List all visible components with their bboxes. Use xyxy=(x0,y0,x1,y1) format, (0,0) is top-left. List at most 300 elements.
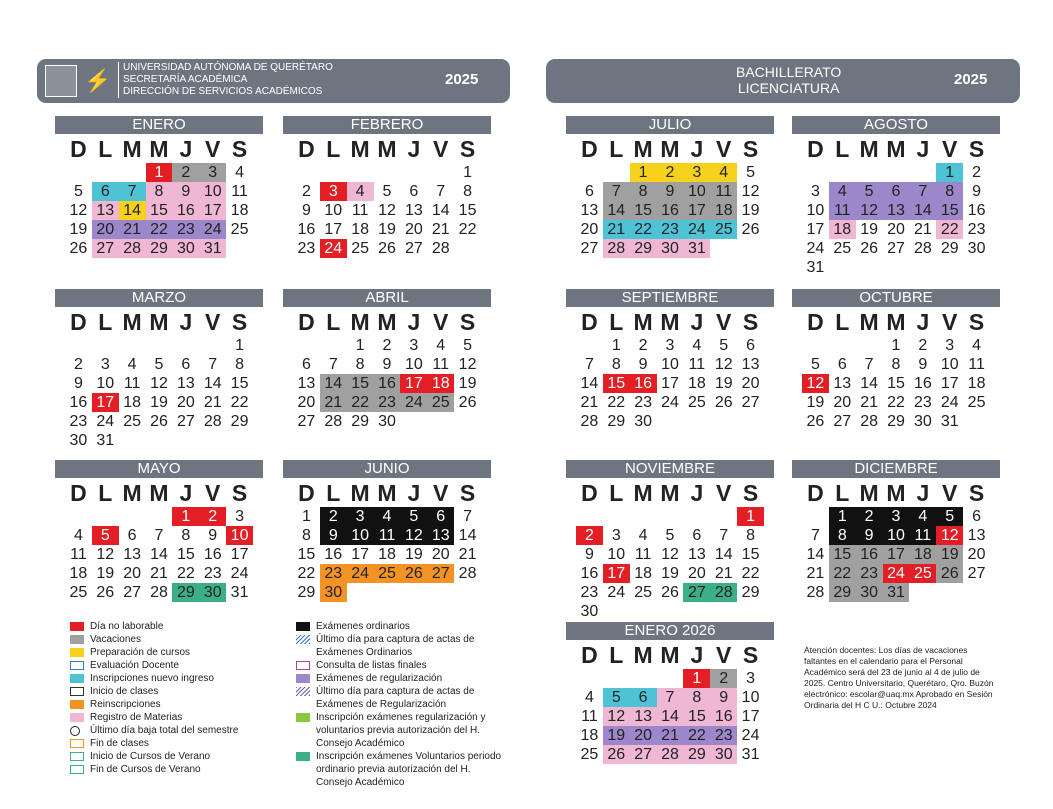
day-cell: 23 xyxy=(967,221,986,238)
day-cell: 18 xyxy=(69,565,88,582)
day-cell: 17 xyxy=(351,546,370,563)
weekday-header xyxy=(792,479,1000,507)
day-cell: 23 xyxy=(320,564,347,583)
day-cell: 13 xyxy=(833,375,852,392)
day-cell: 24 xyxy=(230,565,249,582)
day-cell: 1 xyxy=(630,163,657,182)
day-cell: 30 xyxy=(657,239,684,258)
empty-cell xyxy=(65,163,92,182)
weekday-header xyxy=(566,135,774,163)
day-cell: 18 xyxy=(351,221,370,238)
day-cell: 10 xyxy=(683,182,710,201)
day-grid xyxy=(283,336,491,431)
day-cell: 27 xyxy=(297,413,316,430)
day-cell: 6 xyxy=(92,182,119,201)
day-cell: 27 xyxy=(630,745,657,764)
day-cell: 9 xyxy=(856,526,883,545)
day-cell: 31 xyxy=(883,583,910,602)
day-cell: 7 xyxy=(584,356,594,373)
org-line: SECRETARÍA ACADÉMICA xyxy=(123,74,248,85)
day-cell: 22 xyxy=(458,221,477,238)
day-cell: 27 xyxy=(967,565,986,582)
day-cell: 8 xyxy=(355,356,365,373)
weekday-header xyxy=(566,641,774,669)
day-cell: 1 xyxy=(683,669,710,688)
day-cell: 6 xyxy=(181,356,191,373)
swatch-icon xyxy=(70,752,84,761)
day-cell: 2 xyxy=(301,183,311,200)
day-cell: 30 xyxy=(199,583,226,602)
day-cell: 16 xyxy=(856,545,883,564)
day-cell: 18 xyxy=(829,220,856,239)
weekday-label: L xyxy=(835,480,850,506)
legend-item: Inicio de clases xyxy=(70,685,280,698)
year-right: 2025 xyxy=(954,71,988,88)
day-cell: 25 xyxy=(687,394,706,411)
weekday-label: M xyxy=(122,136,142,162)
day-cell: 5 xyxy=(936,507,963,526)
day-cell: 2 xyxy=(657,163,684,182)
day-cell: 11 xyxy=(374,526,401,545)
month-11 xyxy=(792,460,1000,602)
day-cell: 26 xyxy=(860,240,879,257)
day-cell: 5 xyxy=(92,526,119,545)
day-cell: 6 xyxy=(692,527,702,544)
day-cell: 31 xyxy=(683,239,710,258)
day-cell: 3 xyxy=(945,337,955,354)
day-cell: 12 xyxy=(741,183,760,200)
swatch-icon xyxy=(296,713,310,722)
weekday-label: S xyxy=(742,642,759,668)
day-cell: 19 xyxy=(714,375,733,392)
weekday-label: L xyxy=(609,480,624,506)
weekday-label: J xyxy=(179,136,193,162)
day-cell: 17 xyxy=(661,375,679,392)
day-cell: 16 xyxy=(657,201,684,220)
day-cell: 4 xyxy=(347,182,374,201)
day-cell: 9 xyxy=(972,183,982,200)
day-cell: 1 xyxy=(463,164,473,181)
day-cell: 27 xyxy=(683,583,710,602)
day-cell: 21 xyxy=(657,726,684,745)
empty-cell xyxy=(657,669,684,688)
weekday-label: M xyxy=(633,136,653,162)
day-cell: 23 xyxy=(374,393,401,412)
day-cell: 28 xyxy=(860,413,879,430)
weekday-label: M xyxy=(660,642,680,668)
weekday-label: V xyxy=(205,309,221,335)
empty-cell xyxy=(909,163,936,182)
weekday-label: M xyxy=(377,309,397,335)
month-7 xyxy=(792,116,1000,277)
legend-item: Vacaciones xyxy=(70,633,280,646)
empty-cell xyxy=(92,336,119,355)
day-cell: 6 xyxy=(883,182,910,201)
legend-item: Día no laborable xyxy=(70,620,280,633)
day-cell: 4 xyxy=(584,689,594,706)
day-cell: 15 xyxy=(936,201,963,220)
empty-cell xyxy=(65,507,92,526)
day-cell: 29 xyxy=(172,583,199,602)
day-cell: 2 xyxy=(73,356,83,373)
day-cell: 2 xyxy=(199,507,226,526)
day-cell: 3 xyxy=(235,508,245,525)
day-cell: 30 xyxy=(913,413,932,430)
swatch-icon xyxy=(70,739,84,748)
day-cell: 1 xyxy=(737,507,764,526)
day-grid xyxy=(792,507,1000,602)
day-cell: 20 xyxy=(123,565,142,582)
day-cell: 13 xyxy=(404,202,423,219)
weekday-label: D xyxy=(807,480,824,506)
day-cell: 12 xyxy=(856,201,883,220)
weekday-label: V xyxy=(205,136,221,162)
day-grid xyxy=(566,163,774,258)
weekday-label: M xyxy=(859,480,879,506)
day-cell: 15 xyxy=(297,546,316,563)
day-cell: 12 xyxy=(150,375,168,392)
day-cell: 24 xyxy=(347,564,374,583)
legend-item: Exámenes ordinarios xyxy=(296,620,506,633)
weekday-label: J xyxy=(407,309,421,335)
day-cell: 27 xyxy=(123,584,142,601)
legend-item: Consulta de listas finales xyxy=(296,659,506,672)
weekday-label: S xyxy=(231,136,248,162)
weekday-label: V xyxy=(433,309,449,335)
day-cell: 10 xyxy=(347,526,374,545)
weekday-label: S xyxy=(742,309,759,335)
day-cell: 21 xyxy=(119,220,146,239)
weekday-label: M xyxy=(859,309,879,335)
empty-cell xyxy=(603,507,630,526)
hatch-icon xyxy=(296,687,310,696)
day-cell: 15 xyxy=(741,546,760,563)
day-grid xyxy=(566,669,774,764)
weekday-label: V xyxy=(716,642,732,668)
weekday-label: V xyxy=(433,136,449,162)
day-cell: 9 xyxy=(584,546,594,563)
day-cell: 23 xyxy=(913,394,932,411)
day-cell: 21 xyxy=(150,565,168,582)
day-cell: 4 xyxy=(436,337,446,354)
day-cell: 20 xyxy=(833,394,852,411)
day-cell: 8 xyxy=(630,182,657,201)
day-cell: 30 xyxy=(69,432,88,449)
day-cell: 26 xyxy=(603,745,630,764)
month-0 xyxy=(55,116,263,258)
weekday-label: M xyxy=(149,136,169,162)
day-cell: 16 xyxy=(580,565,599,582)
weekday-label: S xyxy=(968,480,985,506)
day-cell: 4 xyxy=(829,182,856,201)
weekday-label: L xyxy=(326,309,341,335)
day-cell: 28 xyxy=(580,413,599,430)
day-cell: 5 xyxy=(154,356,164,373)
empty-cell xyxy=(603,669,630,688)
weekday-label: S xyxy=(459,136,476,162)
empty-cell xyxy=(146,336,173,355)
day-cell: 11 xyxy=(968,356,985,373)
weekday-label: J xyxy=(690,309,704,335)
day-cell: 19 xyxy=(404,546,423,563)
weekday-header xyxy=(566,479,774,507)
day-cell: 4 xyxy=(692,337,702,354)
swatch-icon xyxy=(70,674,84,683)
day-cell: 30 xyxy=(967,240,986,257)
swatch-icon xyxy=(296,661,310,670)
day-cell: 5 xyxy=(719,337,729,354)
day-cell: 15 xyxy=(176,546,195,563)
day-cell: 3 xyxy=(199,163,226,182)
day-cell: 25 xyxy=(634,584,653,601)
day-cell: 24 xyxy=(607,584,626,601)
day-cell: 16 xyxy=(69,394,88,411)
day-cell: 9 xyxy=(382,356,392,373)
day-cell: 19 xyxy=(603,726,630,745)
day-cell: 28 xyxy=(603,239,630,258)
circle-icon xyxy=(70,726,80,736)
weekday-label: S xyxy=(459,480,476,506)
day-cell: 5 xyxy=(463,337,473,354)
day-cell: 23 xyxy=(856,564,883,583)
month-title: MARZO xyxy=(55,289,263,307)
day-cell: 15 xyxy=(603,374,630,393)
day-cell: 28 xyxy=(431,240,450,257)
day-cell: 2 xyxy=(320,507,347,526)
day-cell: 2 xyxy=(918,337,928,354)
day-cell: 14 xyxy=(458,527,477,544)
day-cell: 10 xyxy=(806,202,825,219)
day-cell: 29 xyxy=(683,745,710,764)
day-cell: 21 xyxy=(580,394,599,411)
day-cell: 15 xyxy=(347,374,374,393)
weekday-label: J xyxy=(690,480,704,506)
day-cell: 22 xyxy=(887,394,905,411)
day-cell: 14 xyxy=(714,546,733,563)
hatch-icon xyxy=(296,635,310,644)
day-cell: 21 xyxy=(806,565,825,582)
day-cell: 1 xyxy=(891,337,901,354)
empty-cell xyxy=(829,163,856,182)
empty-cell xyxy=(119,507,146,526)
day-cell: 8 xyxy=(235,356,245,373)
day-cell: 26 xyxy=(714,394,733,411)
day-cell: 20 xyxy=(741,375,760,392)
day-cell: 3 xyxy=(320,182,347,201)
weekday-label: J xyxy=(690,642,704,668)
day-cell: 28 xyxy=(150,584,168,601)
day-cell: 26 xyxy=(661,584,679,601)
day-cell: 25 xyxy=(833,240,852,257)
day-cell: 3 xyxy=(746,670,756,687)
day-cell: 11 xyxy=(351,202,369,219)
day-cell: 26 xyxy=(741,221,760,238)
month-3 xyxy=(283,289,491,431)
day-cell: 22 xyxy=(230,394,249,411)
weekday-label: S xyxy=(231,309,248,335)
day-cell: 7 xyxy=(463,508,473,525)
day-cell: 3 xyxy=(810,183,820,200)
weekday-label: M xyxy=(149,309,169,335)
day-cell: 19 xyxy=(96,565,115,582)
day-cell: 21 xyxy=(714,565,733,582)
day-cell: 14 xyxy=(320,374,347,393)
day-cell: 4 xyxy=(235,164,245,181)
weekday-label: L xyxy=(98,309,113,335)
weekday-label: M xyxy=(660,136,680,162)
day-cell: 1 xyxy=(301,508,311,525)
day-cell: 7 xyxy=(436,183,446,200)
day-cell: 24 xyxy=(199,220,226,239)
day-cell: 29 xyxy=(940,240,959,257)
day-cell: 21 xyxy=(431,221,450,238)
day-cell: 16 xyxy=(710,707,737,726)
day-cell: 20 xyxy=(687,565,706,582)
day-cell: 30 xyxy=(172,239,199,258)
day-cell: 3 xyxy=(683,163,710,182)
day-cell: 19 xyxy=(69,221,88,238)
day-cell: 25 xyxy=(123,413,142,430)
day-cell: 13 xyxy=(883,201,910,220)
empty-cell xyxy=(293,163,320,182)
day-cell: 17 xyxy=(806,221,825,238)
empty-cell xyxy=(576,669,603,688)
day-cell: 31 xyxy=(96,432,115,449)
day-cell: 15 xyxy=(146,201,173,220)
weekday-header xyxy=(55,308,263,336)
day-cell: 20 xyxy=(404,221,423,238)
day-cell: 17 xyxy=(603,564,630,583)
day-cell: 3 xyxy=(665,337,675,354)
day-cell: 9 xyxy=(638,356,648,373)
day-cell: 20 xyxy=(967,546,986,563)
month-5 xyxy=(283,460,491,602)
day-cell: 31 xyxy=(940,413,959,430)
day-cell: 6 xyxy=(409,183,419,200)
day-cell: 13 xyxy=(580,202,599,219)
day-cell: 18 xyxy=(687,375,706,392)
weekday-label: D xyxy=(298,480,315,506)
day-cell: 26 xyxy=(96,584,115,601)
day-cell: 7 xyxy=(719,527,729,544)
weekday-label: J xyxy=(916,309,930,335)
empty-cell xyxy=(856,163,883,182)
day-cell: 13 xyxy=(630,707,657,726)
day-cell: 9 xyxy=(918,356,928,373)
day-cell: 17 xyxy=(324,221,343,238)
swatch-icon xyxy=(70,648,84,657)
weekday-label: M xyxy=(377,136,397,162)
weekday-label: L xyxy=(835,136,850,162)
day-cell: 3 xyxy=(347,507,374,526)
day-cell: 29 xyxy=(887,413,905,430)
day-cell: 1 xyxy=(146,163,173,182)
day-cell: 5 xyxy=(665,527,675,544)
weekday-header xyxy=(566,308,774,336)
day-cell: 17 xyxy=(883,545,910,564)
day-cell: 26 xyxy=(806,413,825,430)
empty-cell xyxy=(347,163,374,182)
swatch-icon xyxy=(296,752,310,761)
day-cell: 25 xyxy=(351,240,370,257)
teacher-note: Atención docentes: Los días de vacaciones faltantes en el calendario para el Personal Académico será del 23 de junio al 4 de julio de 2025. Centro Universitario, Querétaro, Qro. Buzón electrónico: escolar@uaq.mx Aprobado en Sesión Ordinaria del H C U.: Octubre 2024 xyxy=(804,645,994,710)
weekday-label: L xyxy=(835,309,850,335)
weekday-header xyxy=(55,479,263,507)
weekday-label: V xyxy=(433,480,449,506)
day-cell: 23 xyxy=(580,584,599,601)
weekday-label: D xyxy=(807,309,824,335)
day-cell: 2 xyxy=(856,507,883,526)
day-cell: 3 xyxy=(100,356,110,373)
legend-item: Último día baja total del semestre xyxy=(70,724,280,737)
day-cell: 20 xyxy=(887,221,905,238)
program-bachillerato: BACHILLERATO xyxy=(736,64,842,80)
day-grid xyxy=(566,507,774,621)
day-cell: 4 xyxy=(710,163,737,182)
day-cell: 12 xyxy=(603,707,630,726)
day-cell: 28 xyxy=(657,745,684,764)
day-cell: 12 xyxy=(802,374,829,393)
day-grid xyxy=(792,163,1000,277)
day-cell: 14 xyxy=(603,201,630,220)
org-line: UNIVERSIDAD AUTÓNOMA DE QUERÉTARO xyxy=(123,62,333,73)
day-cell: 14 xyxy=(806,546,825,563)
day-cell: 3 xyxy=(883,507,910,526)
day-cell: 7 xyxy=(657,688,684,707)
day-cell: 21 xyxy=(320,393,347,412)
day-cell: 22 xyxy=(176,565,195,582)
empty-cell xyxy=(119,336,146,355)
day-cell: 9 xyxy=(301,202,311,219)
empty-cell xyxy=(293,336,320,355)
day-cell: 4 xyxy=(638,527,648,544)
day-cell: 13 xyxy=(741,356,760,373)
month-title: DICIEMBRE xyxy=(792,460,1000,478)
day-cell: 24 xyxy=(400,393,427,412)
day-cell: 22 xyxy=(347,393,374,412)
empty-cell xyxy=(710,507,737,526)
day-cell: 16 xyxy=(172,201,199,220)
day-cell: 19 xyxy=(860,221,879,238)
weekday-label: D xyxy=(807,136,824,162)
day-cell: 17 xyxy=(92,393,119,412)
day-cell: 1 xyxy=(829,507,856,526)
day-cell: 25 xyxy=(230,221,249,238)
legend-item: Registro de Materias xyxy=(70,711,280,724)
weekday-label: M xyxy=(633,309,653,335)
month-2 xyxy=(55,289,263,450)
day-cell: 8 xyxy=(181,527,191,544)
weekday-label: S xyxy=(968,309,985,335)
day-cell: 25 xyxy=(909,564,936,583)
day-cell: 18 xyxy=(634,565,653,582)
day-cell: 13 xyxy=(92,201,119,220)
weekday-label: L xyxy=(609,309,624,335)
day-cell: 30 xyxy=(580,603,599,620)
day-cell: 26 xyxy=(936,564,963,583)
day-cell: 26 xyxy=(378,240,396,257)
day-cell: 28 xyxy=(203,413,222,430)
day-cell: 20 xyxy=(630,726,657,745)
day-cell: 23 xyxy=(634,394,653,411)
weekday-label: M xyxy=(859,136,879,162)
empty-cell xyxy=(683,507,710,526)
day-cell: 22 xyxy=(829,564,856,583)
weekday-label: M xyxy=(350,480,370,506)
weekday-label: J xyxy=(690,136,704,162)
day-cell: 10 xyxy=(96,375,115,392)
month-title: JUNIO xyxy=(283,460,491,478)
